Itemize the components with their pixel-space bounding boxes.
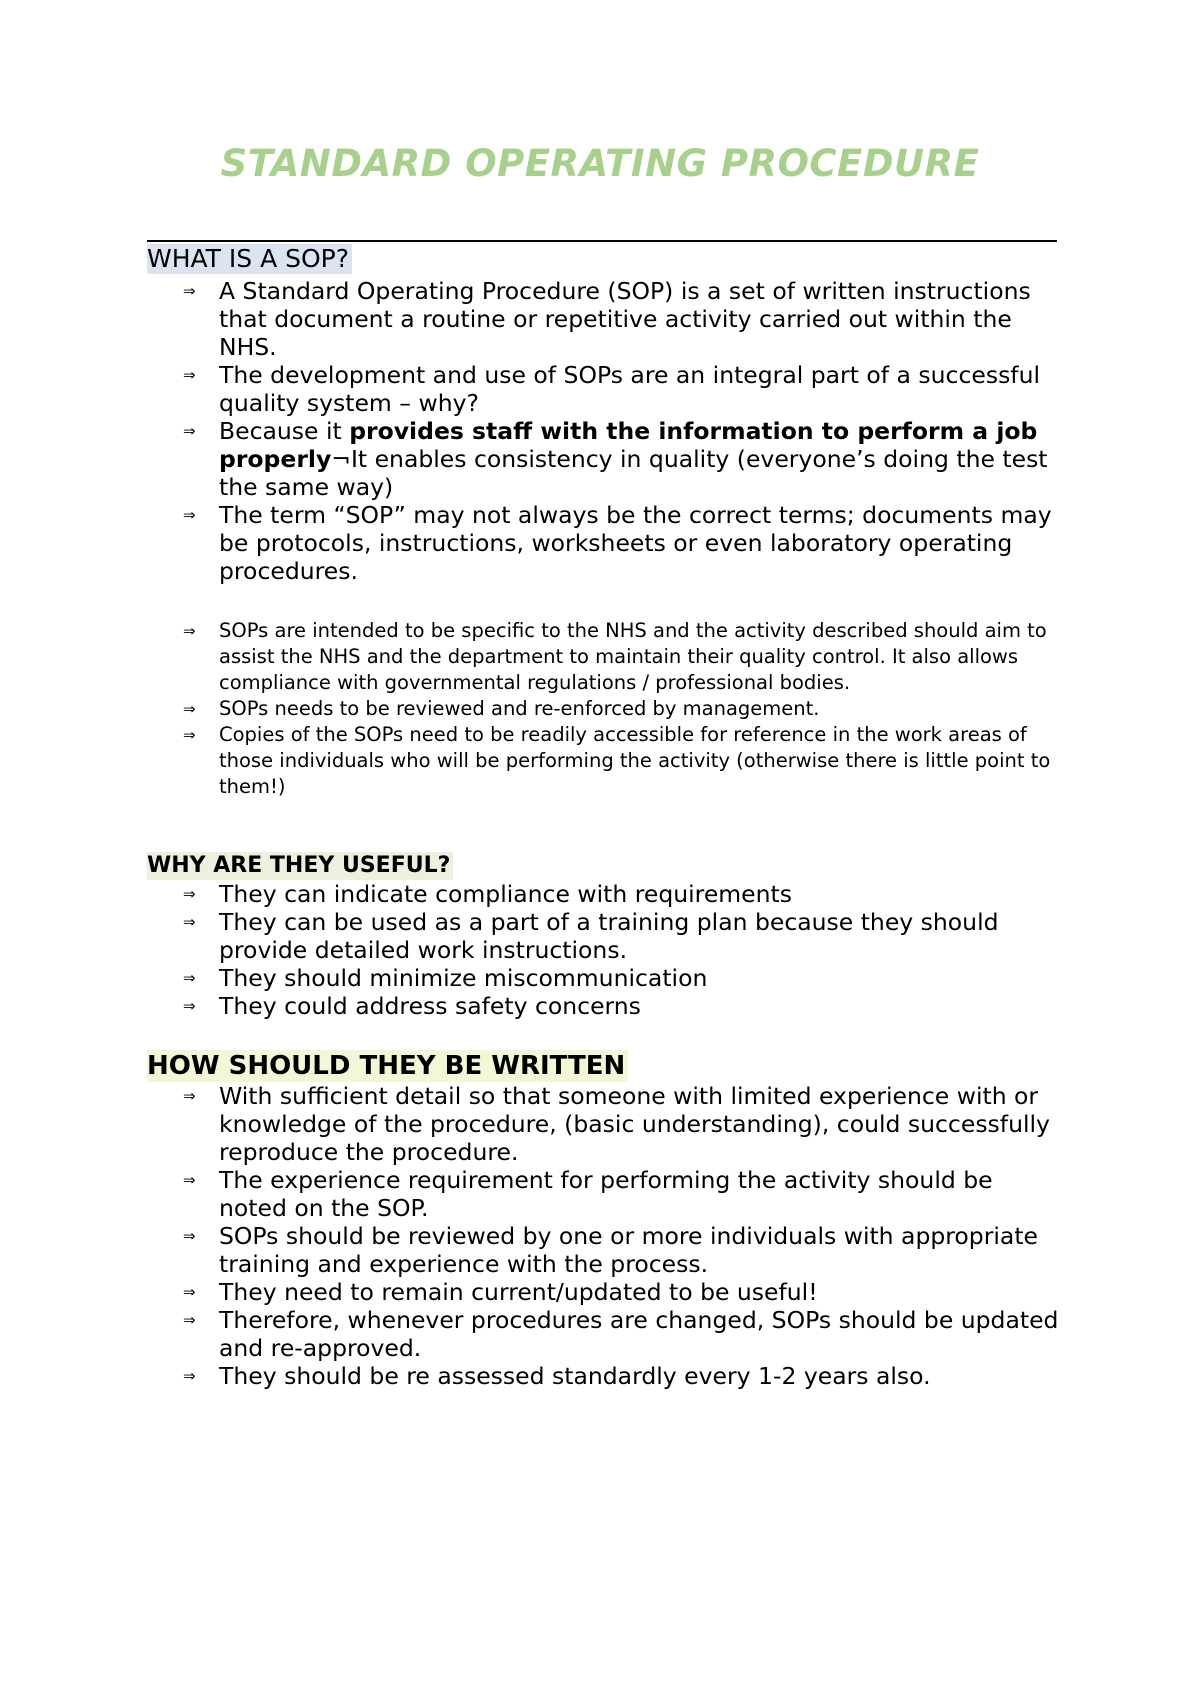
emphasis-text: provides staff with the information to perform a job properly	[219, 417, 1038, 473]
document-title: STANDARD OPERATING PROCEDURE	[220, 142, 980, 185]
arrow-bullet-icon: ⇒	[183, 422, 196, 440]
list-item: ⇒ SOPs are intended to be specific to the NHS and the activity described should aim to assist the NHS and the department to maintain their quality control. It also allows compliance with governmental regulations / professional bodies.	[183, 619, 1047, 694]
arrow-bullet-icon: ⇒	[183, 885, 196, 903]
list-item: ⇒ Therefore, whenever procedures are changed, SOPs should be updated and re-approved.	[183, 1306, 1059, 1362]
arrow-bullet-icon: ⇒	[183, 997, 196, 1015]
arrow-bullet-icon: ⇒	[183, 913, 196, 931]
arrow-bullet-icon: ⇒	[183, 622, 196, 640]
list-item: ⇒ SOPs needs to be reviewed and re-enforced by management.	[183, 697, 820, 720]
why-list	[183, 880, 1063, 1020]
how-list	[183, 1082, 1063, 1390]
arrow-bullet-icon: ⇒	[183, 969, 196, 987]
heading-how-written: HOW SHOULD THEY BE WRITTEN	[147, 1050, 628, 1082]
list-item: ⇒ Copies of the SOPs need to be readily accessible for reference in the work areas of those individuals who will be performing the activity (otherwise there is little point to them!)	[183, 723, 1051, 798]
arrow-bullet-icon: ⇒	[183, 1311, 196, 1329]
arrow-bullet-icon: ⇒	[183, 1087, 196, 1105]
arrow-bullet-icon: ⇒	[183, 726, 196, 744]
list-item: ⇒ The development and use of SOPs are an integral part of a successful quality system – why?	[183, 361, 1041, 417]
list-item: ⇒ The term “SOP” may not always be the correct terms; documents may be protocols, instructions, worksheets or even laboratory operating procedures.	[183, 501, 1052, 585]
list-item: ⇒ They can indicate compliance with requirements	[183, 880, 792, 908]
arrow-bullet-icon: ⇒	[183, 366, 196, 384]
arrow-bullet-icon: ⇒	[183, 506, 196, 524]
arrow-bullet-icon: ⇒	[183, 1367, 196, 1385]
what-list	[183, 277, 1063, 585]
heading-why-useful: WHY ARE THEY USEFUL?	[147, 852, 453, 880]
arrow-bullet-icon: ⇒	[183, 700, 196, 718]
list-item: ⇒ They could address safety concerns	[183, 992, 641, 1020]
arrow-bullet-icon: ⇒	[183, 1227, 196, 1245]
list-item: ⇒ They should minimize miscommunication	[183, 964, 708, 992]
title-divider	[147, 240, 1057, 242]
list-item: ⇒ The experience requirement for performing the activity should be noted on the SOP.	[183, 1166, 993, 1222]
arrow-bullet-icon: ⇒	[183, 282, 196, 300]
arrow-bullet-icon: ⇒	[183, 1283, 196, 1301]
list-item: ⇒ Because it provides staff with the information to perform a job properly¬It enables consistency in quality (everyone’s doing the test the same way)	[183, 417, 1048, 501]
list-item: ⇒ With sufficient detail so that someone with limited experience with or knowledge of the procedure, (basic understanding), could successfully reproduce the procedure.	[183, 1082, 1050, 1166]
list-item: ⇒ A Standard Operating Procedure (SOP) is a set of written instructions that document a routine or repetitive activity carried out within the NHS.	[183, 277, 1031, 361]
what-list-secondary	[183, 618, 1063, 800]
list-item: ⇒ They need to remain current/updated to be useful!	[183, 1278, 818, 1306]
arrow-bullet-icon: ⇒	[183, 1171, 196, 1189]
list-item: ⇒ They can be used as a part of a training plan because they should provide detailed work instructions.	[183, 908, 999, 964]
list-item: ⇒ They should be re assessed standardly every 1-2 years also.	[183, 1362, 931, 1390]
heading-what-is-sop: WHAT IS A SOP?	[147, 244, 352, 274]
list-item: ⇒ SOPs should be reviewed by one or more individuals with appropriate training and experience with the process.	[183, 1222, 1038, 1278]
